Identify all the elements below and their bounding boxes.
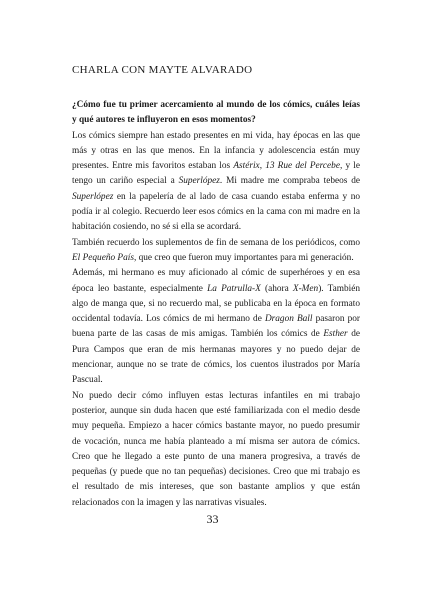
page-number: 33 [206,512,219,526]
text-span: , que creo que fueron muy importantes para mi generación. [133,252,354,263]
interview-question: ¿Cómo fue tu primer acercamiento al mundo de los cómics, cuáles leías y qué autores te influyeron en esos momentos? [72,100,360,126]
title-dragon-ball: Dragon Ball [264,314,313,325]
text-span: en la papelería de al lado de casa cuando estaba enferma y no podía ir al colegio. Recuerdo leer esos cómics en la cama con mi madre en la habitación cosiendo, no sé si ella se acordará. [72,191,360,233]
paragraph-1 [72,129,360,236]
main-text [72,98,360,511]
text-span: Los cómics siempre han estado presentes en mi vida, hay épocas en las que más y otras en las que menos. En la infancia y adolescencia están muy presentes. Entre mis favoritos estaban los [72,130,360,172]
title-el-pequeno-pais: El Pequeño País [72,252,134,263]
title-la-patrulla-x: La Patrulla-X [207,283,261,294]
paragraph-2 [72,236,360,267]
title-x-men: X-Men [292,283,319,294]
title-superlopez: Superlópez [72,191,114,202]
text-span: pasaron por buena parte de las casas de mis amigas. También los cómics de [72,314,360,340]
text-span: , y le tengo un cariño especial a [72,161,361,187]
title-esther: Esther [323,329,348,340]
text-span: . Mi madre me compraba tebeos de [219,176,360,187]
paragraph-4: No puedo decir cómo influyen estas lecturas infantiles en mi trabajo posterior, aunque sin duda hacen que esté familiarizada con el medio desde muy pequeña. Empiezo a hacer cómics bastante mayor, no puedo presumir de vocación, nunca me había planteado a mí misma ser autora de cómics. Creo que he llegado a este punto de una manera progresiva, a través de pequeñas (y puede que no tan pequeñas) decisiones. Creo que mi trabajo es el resultado de mis intereses, que son bastante amplios y que están relacionados con la imagen y las narrativas visuales. [72,390,360,508]
text-span: de Pura Campos que eran de mis hermanas mayores y no puedo dejar de mencionar, aunque no se trate de cómics, los cuentos ilustrados por María Pascual. [72,329,360,386]
text-span: ). También algo de manga que, si no recuerdo mal, se publicaba en la época en formato occidental todavía. Los cómics de mi hermano de [72,283,360,325]
title-asterix: Astérix [233,161,260,172]
text-span: (ahora [260,283,293,294]
title-13-rue-del-percebe: 13 Rue del Percebe [265,161,340,172]
running-header: CHARLA CON MAYTE ALVARADO [72,64,253,76]
title-superlopez: Superlópez [178,176,220,187]
text-span: También recuerdo los suplementos de fin de semana de los periódicos, como [72,237,360,248]
text-span: , [259,161,266,172]
text-span: Además, mi hermano es muy aficionado al cómic de superhéroes y en esa época leo bastante, especialmente [72,268,360,294]
paragraph-3 [72,266,360,388]
